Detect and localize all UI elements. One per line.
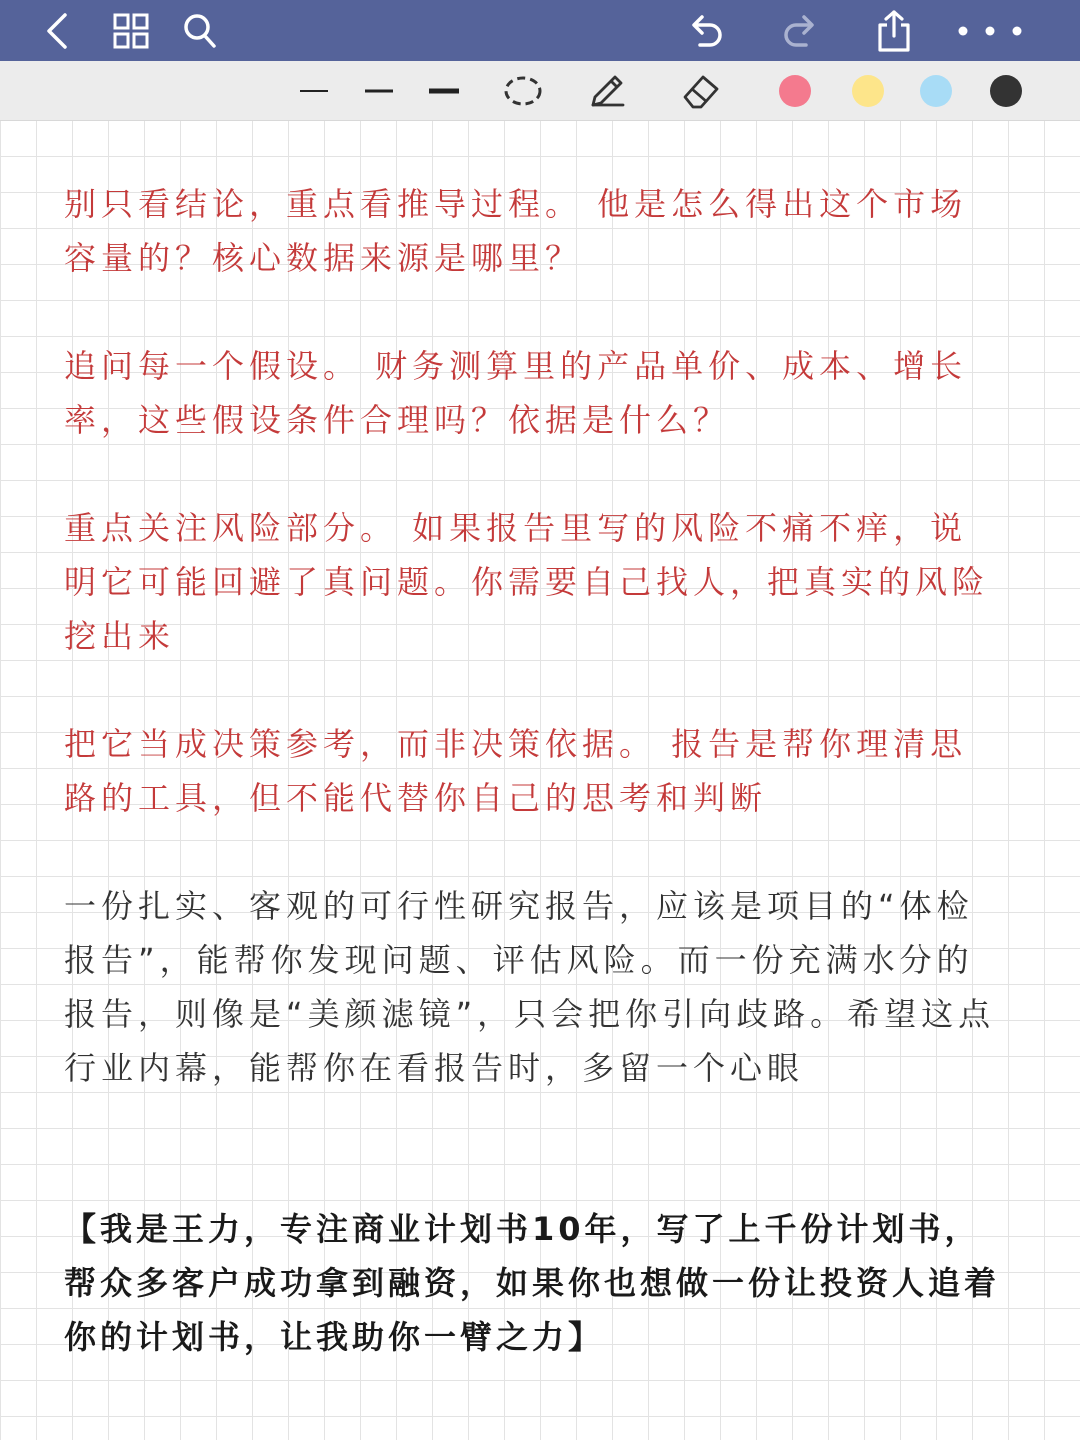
note-page[interactable]: [0, 121, 1080, 1440]
grid-icon: [113, 13, 149, 49]
top-navigation-bar: [0, 0, 1080, 61]
pink-color-icon: [779, 75, 811, 107]
thick-line-icon: [428, 86, 460, 96]
author-intro-paragraph: 【我是王力，专注商业计划书10年，写了上千份计划书，帮众多客户成功拿到融资，如果你也想做一份让投资人追着你的计划书，让我助你一臂之力】: [64, 1210, 1001, 1356]
yellow-color-icon: [852, 75, 884, 107]
color-swatch-black[interactable]: [988, 61, 1024, 121]
search-button[interactable]: [170, 0, 230, 61]
color-swatch-blue[interactable]: [918, 61, 954, 121]
lasso-tool[interactable]: [500, 61, 546, 121]
pen-width-thin[interactable]: [294, 61, 334, 121]
medium-line-icon: [364, 86, 394, 96]
pencil-icon: [587, 71, 627, 111]
thin-line-icon: [299, 86, 329, 96]
note-paragraph-4: 把它当成决策参考，而非决策依据。 报告是帮你理清思路的工具，但不能代替你自己的思考和判断: [64, 725, 968, 817]
note-paragraph-1: 别只看结论，重点看推导过程。 他是怎么得出这个市场容量的？核心数据来源是哪里？: [64, 185, 968, 277]
lasso-icon: [503, 74, 543, 108]
eraser-icon: [681, 71, 721, 111]
redo-icon: [780, 11, 820, 51]
share-icon: [875, 9, 913, 53]
black-color-icon: [990, 75, 1022, 107]
undo-button[interactable]: [676, 0, 736, 61]
back-icon: [43, 11, 73, 51]
color-swatch-pink[interactable]: [777, 61, 813, 121]
note-paragraph-2: 追问每一个假设。 财务测算里的产品单价、成本、增长率，这些假设条件合理吗？依据是什么？: [64, 347, 968, 439]
redo-button[interactable]: [770, 0, 830, 61]
eraser-tool[interactable]: [678, 61, 724, 121]
more-button[interactable]: [950, 0, 1030, 61]
grid-view-button[interactable]: [101, 0, 161, 61]
back-button[interactable]: [28, 0, 88, 61]
pen-width-thick[interactable]: [424, 61, 464, 121]
undo-icon: [686, 11, 726, 51]
pen-width-medium[interactable]: [359, 61, 399, 121]
note-paragraph-3: 重点关注风险部分。 如果报告里写的风险不痛不痒，说明它可能回避了真问题。你需要自己找人，把真实的风险挖出来: [64, 509, 990, 655]
pencil-tool[interactable]: [584, 61, 630, 121]
blue-color-icon: [920, 75, 952, 107]
search-icon: [182, 12, 218, 50]
more-icon: [955, 25, 1025, 37]
share-button[interactable]: [864, 0, 924, 61]
color-swatch-yellow[interactable]: [850, 61, 886, 121]
drawing-toolbar: [0, 61, 1080, 121]
note-paragraph-5: 一份扎实、客观的可行性研究报告，应该是项目的“体检报告”，能帮你发现问题、评估风险。而一份充满水分的报告，则像是“美颜滤镜”，只会把你引向歧路。希望这点行业内幕，能帮你在看报告时，多留一个心眼: [64, 887, 996, 1087]
